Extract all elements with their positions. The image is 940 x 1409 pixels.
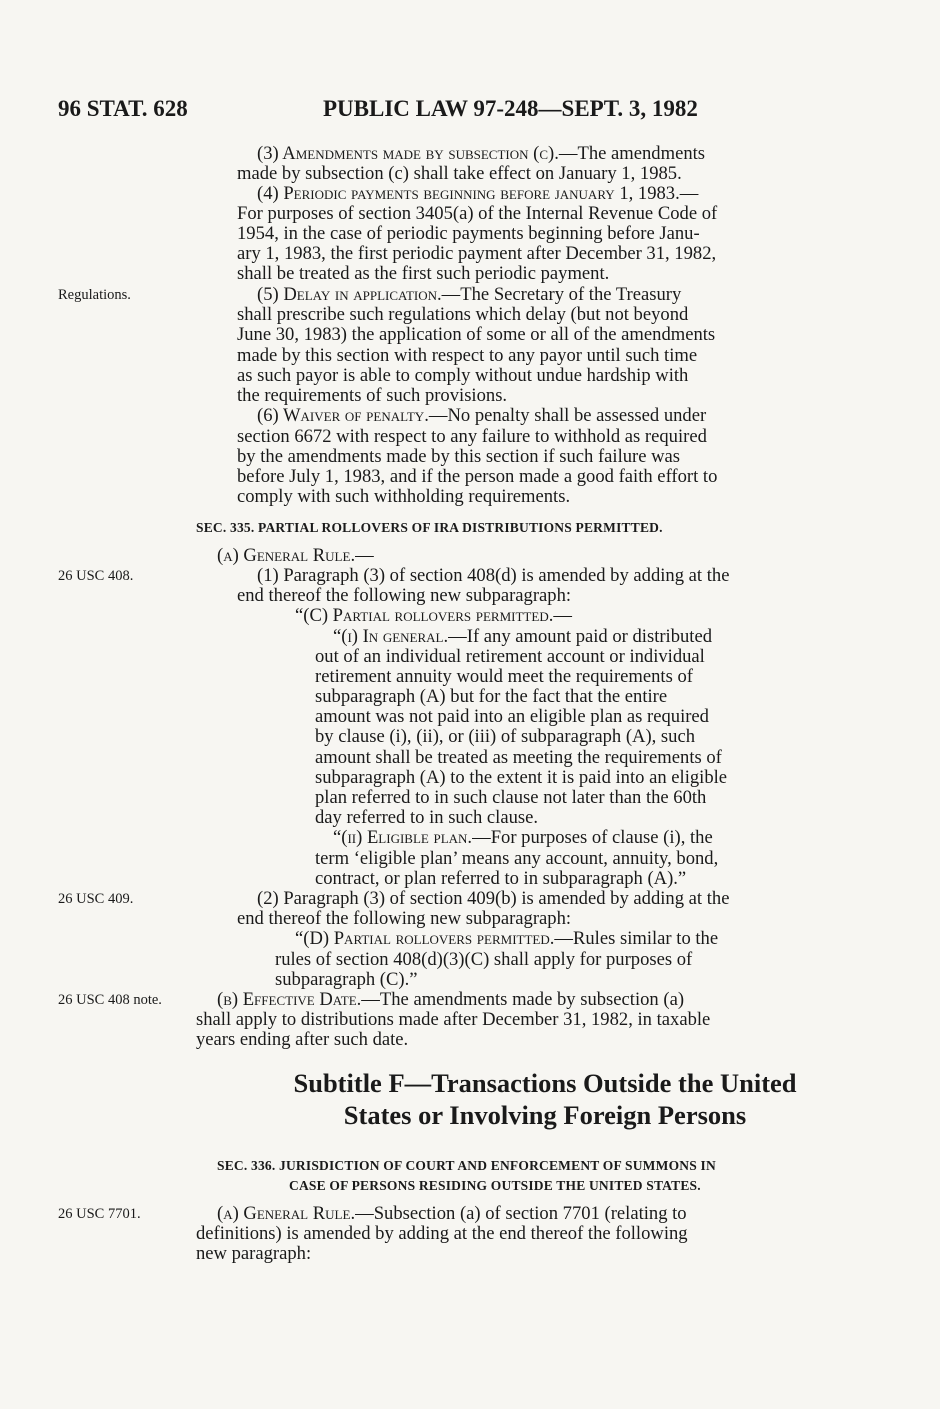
- para5-line: (5) Delay in application.—The Secretary of the Treasury: [257, 284, 682, 305]
- sec336-line: (a) General Rule.—Subsection (a) of section 7701 (relating to: [217, 1203, 687, 1224]
- sec335-line: end thereof the following new subparagraph:: [237, 908, 572, 929]
- para3-line: made by subsection (c) shall take effect on January 1, 1985.: [237, 163, 682, 184]
- clause-i-line: amount shall be treated as meeting the requirements of: [315, 747, 722, 768]
- margin-note-26usc7701: 26 USC 7701.: [58, 1206, 141, 1222]
- para4-line: ary 1, 1983, the first periodic payment after December 31, 1982,: [237, 243, 717, 264]
- para4-line: For purposes of section 3405(a) of the Internal Revenue Code of: [237, 203, 718, 224]
- clause-i-line: retirement annuity would meet the requirements of: [315, 666, 693, 687]
- para4-line: shall be treated as the first such periodic payment.: [237, 263, 610, 284]
- sec336-line: new paragraph:: [196, 1243, 312, 1264]
- para6-line: comply with such withholding requirements.: [237, 486, 571, 507]
- clause-ii-line: contract, or plan referred to in subparagraph (A).”: [315, 868, 687, 889]
- subtitle-heading-line1: Subtitle F—Transactions Outside the United: [293, 1068, 797, 1098]
- section-336-heading-line1: SEC. 336. JURISDICTION OF COURT AND ENFORCEMENT OF SUMMONS IN: [217, 1158, 716, 1173]
- para5-line: shall prescribe such regulations which delay (but not beyond: [237, 304, 689, 325]
- para5-line: made by this section with respect to any payor until such time: [237, 345, 698, 366]
- para3-heading: (3) Amendments made by subsection (c).: [257, 143, 559, 164]
- clause-i-line: day referred to in such clause.: [315, 807, 539, 828]
- running-header: PUBLIC LAW 97-248—SEPT. 3, 1982: [323, 96, 698, 121]
- sec335-subpara-c: “(C) Partial rollovers permitted.—: [295, 605, 572, 626]
- subpara-d-line: “(D) Partial rollovers permitted.—Rules similar to the: [295, 928, 719, 949]
- para4-line: 1954, in the case of periodic payments beginning before Janu-: [237, 223, 700, 244]
- clause-ii-line: term ‘eligible plan’ means any account, annuity, bond,: [315, 848, 719, 869]
- clause-i-line: plan referred to in such clause not later than the 60th: [315, 787, 707, 808]
- para4-line: (4) Periodic payments beginning before january 1, 1983.—: [257, 183, 699, 204]
- para6-line: section 6672 with respect to any failure to withhold as required: [237, 426, 707, 447]
- clause-ii-line: “(ii) Eligible plan.—For purposes of clause (i), the: [333, 827, 713, 848]
- section-335-heading: SEC. 335. PARTIAL ROLLOVERS OF IRA DISTRIBUTIONS PERMITTED.: [196, 520, 663, 535]
- subtitle-heading-line2: States or Involving Foreign Persons: [343, 1100, 747, 1130]
- clause-i-line: subparagraph (A) to the extent it is paid into an eligible: [315, 767, 728, 788]
- margin-note-26usc409: 26 USC 409.: [58, 891, 134, 907]
- para5-line: as such payor is able to comply without undue hardship with: [237, 365, 689, 386]
- para6-line: (6) Waiver of penalty.—No penalty shall be assessed under: [257, 405, 707, 426]
- stat-page-number: 96 STAT. 628: [58, 96, 188, 121]
- clause-i-line: amount was not paid into an eligible plan as required: [315, 706, 709, 727]
- sec335-line: (1) Paragraph (3) of section 408(d) is amended by adding at the: [257, 565, 730, 586]
- sec336-line: definitions) is amended by adding at the end thereof the following: [196, 1223, 688, 1244]
- para5-line: June 30, 1983) the application of some or all of the amendments: [237, 324, 716, 345]
- para5-heading: (5) Delay in application.: [257, 284, 442, 305]
- para6-heading: (6) Waiver of penalty.: [257, 405, 429, 426]
- clause-i-line: by clause (i), (ii), or (iii) of subparagraph (A), such: [315, 726, 696, 747]
- clause-i-heading: “(i) In general.: [333, 626, 449, 647]
- clause-i-line: subparagraph (A) but for the fact that the entire: [315, 686, 668, 707]
- margin-note-26usc408: 26 USC 408.: [58, 568, 134, 584]
- sec335-line: end thereof the following new subparagraph:: [237, 585, 572, 606]
- effective-date-heading: (b) Effective Date.: [217, 989, 362, 1010]
- sec335-line: (2) Paragraph (3) of section 409(b) is amended by adding at the: [257, 888, 730, 909]
- clause-i-line: out of an individual retirement account or individual: [315, 646, 705, 667]
- para6-line: by the amendments made by this section if such failure was: [237, 446, 681, 467]
- sec336-general-rule: (a) General Rule.: [217, 1203, 356, 1224]
- para3-line: (3) Amendments made by subsection (c).—The amendments: [257, 143, 706, 164]
- subpara-d-line: rules of section 408(d)(3)(C) shall apply for purposes of: [275, 949, 693, 970]
- para4-heading: (4) Periodic payments beginning before january 1, 1983.: [257, 183, 680, 204]
- subpara-d-line: subparagraph (C).”: [275, 969, 418, 990]
- para6-line: before July 1, 1983, and if the person made a good faith effort to: [237, 466, 718, 487]
- effective-date-line: (b) Effective Date.—The amendments made by subsection (a): [217, 989, 685, 1010]
- clause-ii-heading: “(ii) Eligible plan.: [333, 827, 473, 848]
- subpara-d-heading: “(D) Partial rollovers permitted.: [295, 928, 555, 949]
- clause-i-line: “(i) In general.—If any amount paid or distributed: [333, 626, 713, 647]
- sec335-general-rule: (a) General Rule.—: [217, 545, 374, 566]
- margin-note-26usc408-note: 26 USC 408 note.: [58, 992, 162, 1008]
- section-336-heading-line2: CASE OF PERSONS RESIDING OUTSIDE THE UNITED STATES.: [289, 1178, 701, 1193]
- para5-line: the requirements of such provisions.: [237, 385, 508, 406]
- effective-date-line: years ending after such date.: [196, 1029, 409, 1050]
- margin-note-regulations: Regulations.: [58, 287, 131, 303]
- effective-date-line: shall apply to distributions made after December 31, 1982, in taxable: [196, 1009, 711, 1030]
